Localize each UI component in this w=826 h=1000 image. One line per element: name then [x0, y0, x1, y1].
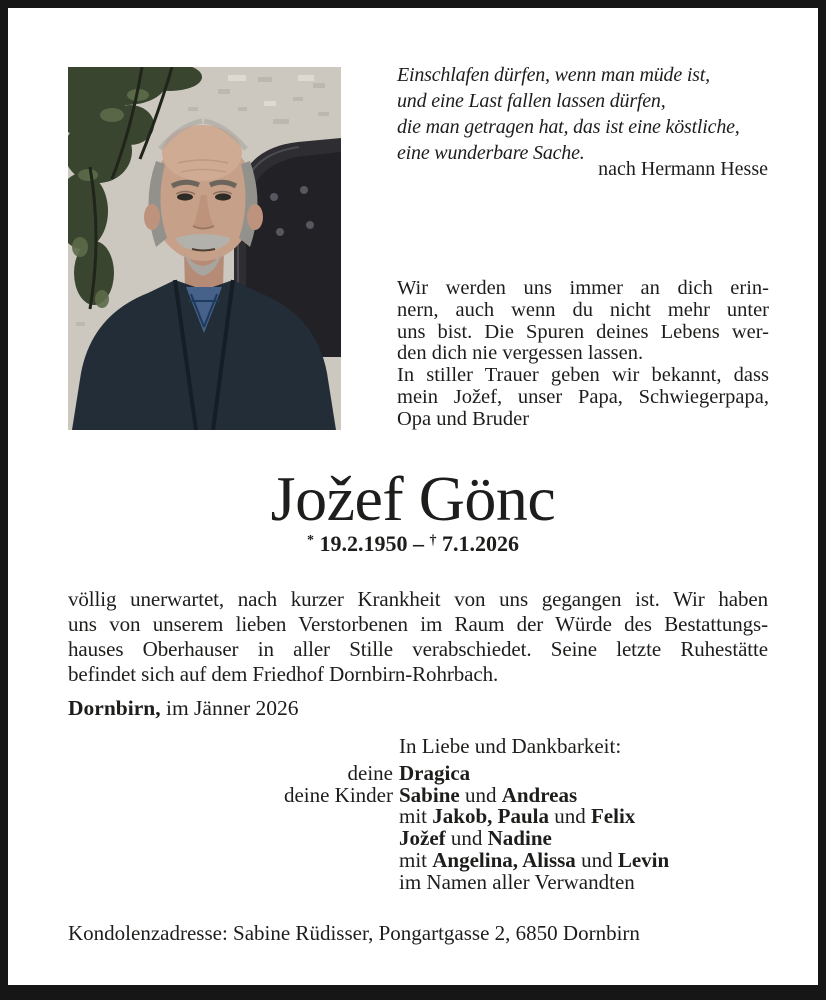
intro-line: den dich nie vergessen lassen. — [397, 342, 644, 365]
family-name: Jakob, Paula — [432, 804, 549, 829]
life-dates — [63, 531, 763, 557]
death-cross-symbol: † — [429, 533, 437, 548]
family-row — [68, 806, 768, 828]
family-closing: im Namen aller Verwandten — [399, 869, 635, 894]
portrait-photo — [68, 67, 341, 430]
family-row-value — [393, 782, 578, 807]
condolence-address: Kondolenzadresse: Sabine Rüdisser, Pongartgasse 2, 6850 Dornbirn — [68, 921, 640, 945]
family-separator: und — [554, 804, 586, 829]
quote-line: und eine Last fallen lassen dürfen, — [397, 90, 666, 112]
dateline — [68, 696, 299, 721]
announcement-line: befindet sich auf dem Friedhof Dornbirn-Rohrbach. — [68, 662, 499, 686]
quote-line: eine wunderbare Sache. — [397, 142, 585, 164]
birth-date: 19.2.1950 — [319, 531, 408, 556]
family-separator: und — [450, 826, 483, 851]
dates-separator: – — [413, 531, 424, 556]
family-name: Dragica — [399, 760, 471, 785]
death-date: 7.1.2026 — [442, 531, 519, 556]
family-row-value — [393, 828, 552, 850]
family-name: Andreas — [501, 782, 578, 807]
family-row-value — [393, 847, 670, 872]
announcement-line: hauses Oberhauser in aller Stille verabschiedet. Seine letzte Ruhestätte — [68, 637, 768, 661]
family-row-label — [68, 850, 393, 872]
family-name: Nadine — [487, 826, 552, 851]
intro-line: Wir werden uns immer an dich erin- — [397, 277, 769, 299]
mourners-list — [68, 736, 768, 894]
deceased-name: Jožef Gönc — [270, 463, 556, 534]
announcement-line: uns von unserem lieben Verstorbenen im Raum der Würde des Bestattungs- — [68, 612, 768, 636]
announcement-line: völlig unerwartet, nach kurzer Krankheit von uns gegangen ist. Wir haben — [68, 587, 768, 611]
intro-line: uns bist. Die Spuren deines Lebens wer- — [397, 320, 769, 343]
birth-star-symbol: * — [307, 533, 314, 548]
quote-line: Einschlafen dürfen, wenn man müde ist, — [397, 64, 710, 86]
family-prefix: mit — [399, 804, 428, 829]
family-name: Felix — [590, 804, 636, 829]
intro-line: nern, auch wenn du nicht mehr unter — [397, 298, 769, 321]
family-separator: und — [581, 847, 613, 872]
family-name: Levin — [617, 847, 670, 872]
family-row-label: deine Kinder — [283, 782, 393, 807]
quote-line: die man getragen hat, das ist eine köstliche, — [397, 116, 740, 138]
intro-line: Opa und Bruder — [397, 407, 530, 430]
family-heading: In Liebe und Dankbarkeit: — [399, 734, 622, 758]
family-row — [68, 760, 768, 785]
family-prefix: mit — [399, 847, 428, 872]
family-name: Angelina, Alissa — [432, 847, 576, 872]
family-row-label — [68, 872, 393, 894]
family-row — [68, 828, 768, 850]
family-row-label — [68, 828, 393, 850]
opening-quote — [397, 62, 769, 166]
family-name: Sabine — [399, 782, 460, 807]
dateline-place: Dornbirn, — [68, 696, 161, 720]
intro-line: In stiller Trauer geben wir bekannt, dass — [397, 364, 769, 387]
quote-attribution: nach Hermann Hesse — [598, 158, 768, 180]
family-separator: und — [464, 782, 497, 807]
family-row-label — [68, 806, 393, 828]
family-name: Jožef — [399, 826, 446, 851]
announcement-paragraph — [68, 587, 768, 687]
family-row — [68, 869, 768, 894]
family-row — [68, 847, 768, 872]
intro-paragraph — [397, 278, 769, 431]
family-row-value — [393, 806, 635, 828]
family-row — [68, 782, 768, 807]
family-row-label — [68, 736, 393, 758]
dateline-date: im Jänner 2026 — [165, 696, 299, 720]
family-row — [68, 736, 768, 758]
intro-line: mein Jožef, unser Papa, Schwiegerpapa, — [397, 385, 769, 408]
family-row-value — [393, 760, 471, 785]
family-row-label: deine — [347, 760, 393, 785]
